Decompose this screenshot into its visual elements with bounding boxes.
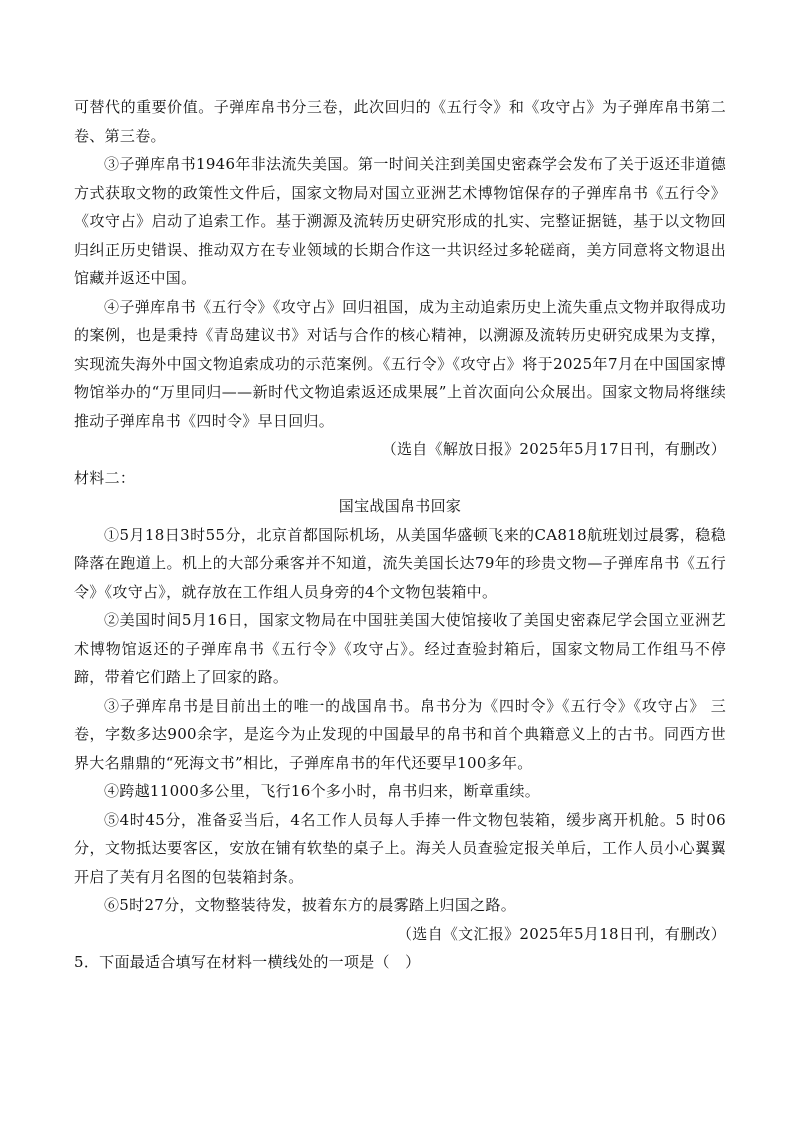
material1-tail-paragraph: 可替代的重要价值。子弹库帛书分三卷，此次回归的《五行令》和《攻守占》为子弹库帛书第二卷、第三卷。: [74, 98, 726, 145]
question-5: 5．下面最适合填写在材料一横线处的一项是（ ）: [74, 953, 421, 971]
material2-paragraph-1: ①5月18日3时55分，北京首都国际机场，从美国华盛顿飞来的CA818航班划过晨雾，稳稳降落在跑道上。机上的大部分乘客并不知道，流失美国长达79年的珍贵文物—子弹库帛书《五行令》《攻守占》，就存放在工作组人员身旁的4个文物包装箱中。: [74, 525, 726, 601]
material2-paragraph-2: ②美国时间5月16日，国家文物局在中国驻美国大使馆接收了美国史密森尼学会国立亚洲艺术博物馆返还的子弹库帛书《五行令》《攻守占》。经过查验封箱后，国家文物局工作组马不停蹄，带着它们踏上了回家的路。: [74, 611, 726, 686]
material1-source: （选自《解放日报》2025年5月17日刊，有删改）: [381, 440, 726, 458]
material2-source: （选自《文汇报》2025年5月18日刊，有删改）: [396, 924, 726, 943]
material2-paragraph-3: ③子弹库帛书是目前出土的唯一的战国帛书。帛书分为《四时令》《五行令》《攻守占》 三卷，字数多达900余字，是迄今为止发现的中国最早的帛书和首个典籍意义上的古书。同西方世界大名鼎鼎的“死海文书”相比，子弹库帛书的年代还要早100多年。: [74, 696, 726, 772]
material2-paragraph-4: ④跨越11000多公里，飞行16个多小时，帛书归来，断章重续。: [104, 782, 541, 800]
material2-paragraph-6: ⑥5时27分，文物整装待发，披着东方的晨雾踏上归国之路。: [104, 896, 517, 914]
document-page: [74, 93, 726, 977]
material1-paragraph-4: ④子弹库帛书《五行令》《攻守占》回归祖国，成为主动追索历史上流失重点文物并取得成功的案例，也是秉持《青岛建议书》对话与合作的核心精神，以溯源及流转历史研究成果为支撑，实现流失海外中国文物追索成功的示范案例。《五行令》《攻守占》将于2025年7月在中国国家博物馆举办的“万里同归——新时代文物追索返还成果展”上首次面向公众展出。国家文物局将继续推动子弹库帛书《四时令》早日回归。: [74, 297, 726, 430]
material2-title: 国宝战国帛书回家: [338, 497, 462, 515]
material1-paragraph-3: ③子弹库帛书1946年非法流失美国。第一时间关注到美国史密森学会发布了关于返还非道德方式获取文物的政策性文件后，国家文物局对国立亚洲艺术博物馆保存的子弹库帛书《五行令》《攻守占》启动了追索工作。基于溯源及流转历史研究形成的扎实、完整证据链，基于以文物回归纠正历史错误、推动双方在专业领域的长期合作这一共识经过多轮磋商，美方同意将文物退出馆藏并返还中国。: [74, 155, 726, 287]
material2-label: 材料二：: [74, 468, 136, 487]
material2-paragraph-5: ⑤4时45分，准备妥当后，4名工作人员每人手捧一件文物包装箱，缓步离开机舱。5 时06分，文物抵达要客区，安放在铺有软垫的桌子上。海关人员查验定报关单后，工作人员小心翼翼开启了芙有月名图的包装箱封条。: [74, 810, 726, 886]
